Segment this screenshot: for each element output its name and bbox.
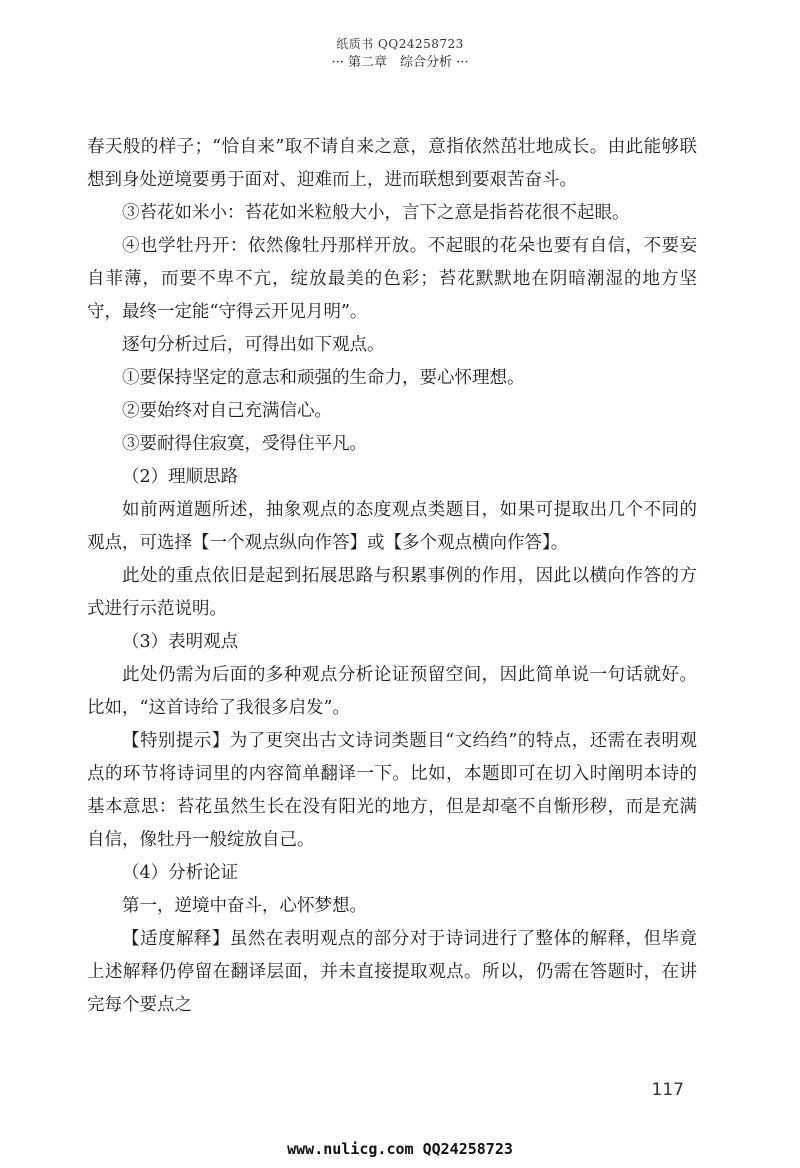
body-text bbox=[87, 131, 697, 1022]
footer-watermark: www.nulicg.com QQ24258723 bbox=[287, 1140, 513, 1158]
section-heading: （2）理顺思路 bbox=[122, 467, 239, 487]
paragraph: ③要耐得住寂寞，受得住平凡。 bbox=[122, 434, 367, 454]
section-heading: （4）分析论证 bbox=[122, 863, 239, 883]
paragraph: 此处的重点依旧是起到拓展思路与积累事例的作用，因此以横向作答的方式进行示范说明。 bbox=[87, 566, 697, 619]
paragraph: 此处仍需为后面的多种观点分析论证预留空间，因此简单说一句话就好。比如，“这首诗给了我很多启发”。 bbox=[87, 665, 697, 718]
paragraph: 春天般的样子；“恰自来”取不请自来之意，意指依然茁壮地成长。由此能够联想到身处逆境要勇于面对、迎难而上，进而联想到要艰苦奋斗。 bbox=[87, 137, 697, 190]
header-watermark: 纸质书 QQ24258723 bbox=[336, 37, 464, 51]
paragraph: 逐句分析过后，可得出如下观点。 bbox=[122, 335, 385, 355]
paragraph: ①要保持坚定的意志和顽强的生命力，要心怀理想。 bbox=[122, 368, 525, 388]
paragraph: 【特别提示】为了更突出古文诗词类题目“文绉绉”的特点，还需在表明观点的环节将诗词里的内容简单翻译一下。比如，本题即可在切入时阐明本诗的基本意思：苔花虽然生长在没有阳光的地方，但是却毫不自惭形秽，而是充满自信，像牡丹一般绽放自己。 bbox=[87, 731, 697, 850]
paragraph: ③苔花如米小：苔花如米粒般大小，言下之意是指苔花很不起眼。 bbox=[122, 203, 630, 223]
paragraph: 【适度解释】虽然在表明观点的部分对于诗词进行了整体的解释，但毕竟上述解释仍停留在翻译层面，并未直接提取观点。所以，仍需在答题时，在讲完每个要点之 bbox=[87, 929, 697, 1015]
paragraph: ②要始终对自己充满信心。 bbox=[122, 401, 332, 421]
page-header bbox=[0, 36, 800, 72]
section-heading: （3）表明观点 bbox=[122, 632, 239, 652]
chapter-title: ··· 第二章 综合分析 ··· bbox=[331, 55, 469, 70]
paragraph: 如前两道题所述，抽象观点的态度观点类题目，如果可提取出几个不同的观点，可选择【一个观点纵向作答】或【多个观点横向作答】。 bbox=[87, 500, 697, 553]
paragraph: ④也学牡丹开：依然像牡丹那样开放。不起眼的花朵也要有自信，不要妄自菲薄，而要不卑不亢，绽放最美的色彩；苔花默默地在阴暗潮湿的地方坚守，最终一定能“守得云开见月明”。 bbox=[87, 236, 697, 322]
page-number: 117 bbox=[651, 1080, 684, 1100]
paragraph: 第一，逆境中奋斗，心怀梦想。 bbox=[122, 896, 367, 916]
